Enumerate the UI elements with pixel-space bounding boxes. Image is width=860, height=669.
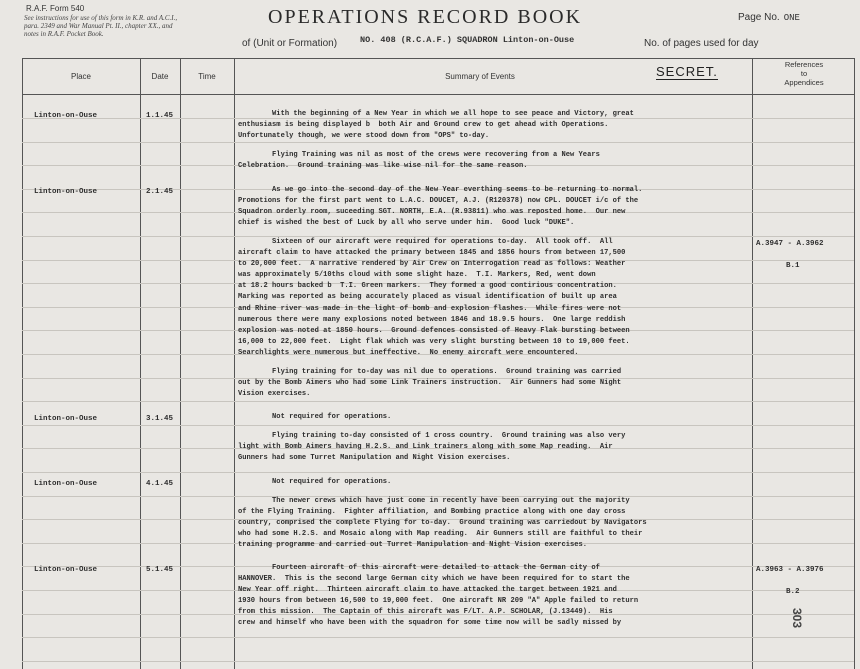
entry-date: 5.1.45 [146, 566, 174, 574]
paragraph-line: chief is wished the best of Luck by all who serve under him. Good luck "DUKE". [238, 219, 575, 228]
entry-paragraph [238, 150, 750, 172]
form-number: R.A.F. Form 540 [26, 4, 85, 13]
paragraph-line: enthusiasm is being displayed b both Air and Ground crew to get ahead with Operations. [238, 121, 609, 130]
instructions-line-3: notes in R.A.F. Pocket Book. [24, 30, 104, 38]
paragraph-line: who had some H.2.S. and Mosaic along with Map reading. Air Gunners still are faithful to their [238, 530, 643, 539]
paragraph-line: 16,000 to 22,000 feet. Light flak which was very slight bursting between 10 to 19,000 feet. [238, 337, 630, 346]
paragraph-line: at 18.2 hours backed b T.I. Green markers. They formed a good contirious concentration. [238, 282, 617, 291]
entry-paragraph [238, 563, 750, 630]
paragraph-line: to 20,000 feet. A narrative rendered by Air Crew on Interrogation read as follows: Weather [238, 260, 626, 269]
paragraph-line: crew and himself who have been with the squadron for some time now will be sadly missed by [238, 619, 622, 628]
appendix-reference: B.1 [786, 262, 800, 270]
paragraph-line: Flying training for to-day was nil due to operations. Ground training was carried [238, 368, 622, 376]
paragraph-line: Marking was reported as being accurately placed as visual identification of built up area [238, 293, 617, 302]
paragraph-line: of the Flying Training. Fighter affiliation, and Bombing practice along with one day cross [238, 508, 626, 517]
column-header-summary: Summary of Events [445, 72, 515, 81]
paragraph-line: With the beginning of a New Year in which we all hope to see peace and Victory, great [238, 110, 634, 118]
ruled-line [22, 472, 854, 473]
entry-date: 4.1.45 [146, 480, 174, 488]
entry-date: 1.1.45 [146, 112, 174, 120]
paragraph-line: Searchlights were numerous but ineffective. No enemy aircraft were encountered. [238, 348, 579, 357]
entry-place: Linton-on-Ouse [34, 415, 98, 423]
appendix-reference: A.3963 - A.3976 [756, 566, 824, 574]
paragraph-line: Not required for operations. [238, 478, 392, 486]
column-divider [854, 58, 855, 669]
paragraph-line: Flying Training was nil as most of the crews were recovering from a New Years [238, 151, 600, 159]
column-divider [140, 58, 141, 669]
entry-date: 3.1.45 [146, 415, 174, 423]
pages-used-label: No. of pages used for day [644, 38, 759, 49]
side-stamp: 303 [790, 608, 804, 629]
ruled-line [22, 401, 854, 402]
entry-paragraph [238, 237, 750, 359]
column-divider [752, 58, 753, 669]
entry-place: Linton-on-Ouse [34, 112, 98, 120]
references-header-line: References [784, 60, 824, 69]
page-title: OPERATIONS RECORD BOOK [268, 6, 583, 28]
paragraph-line: numerous there were many explosions noted between 1846 and 18.9.5 hours. One large reddish [238, 315, 626, 324]
entry-paragraph [238, 367, 750, 400]
entry-date: 2.1.45 [146, 188, 174, 196]
paragraph-line: Not required for operations. [238, 413, 392, 421]
column-divider [180, 58, 181, 669]
column-header-date: Date [151, 72, 169, 81]
paragraph-line: As we go into the second day of the New Year everthing seems to be returning to normal. [238, 186, 643, 194]
paragraph-line: and Rhine river was made in the light of bomb and explosion flashes. While fires were not [238, 304, 622, 313]
entry-paragraph [238, 109, 750, 142]
entry-paragraph [238, 185, 750, 229]
entry-paragraph [238, 412, 750, 423]
ruled-line [22, 637, 854, 638]
column-divider [22, 58, 23, 669]
paragraph-line: Gunners had some Turret Manipulation and Night Vision exercises. [238, 454, 511, 463]
instructions-line-2: para. 2349 and War Manual Pt. II., chapter XX., and [24, 22, 173, 30]
paragraph-line: 1930 hours from between 16,500 to 19,000 feet. One aircraft NR 209 "A" Apple failed to return [238, 597, 639, 606]
entry-place: Linton-on-Ouse [34, 480, 98, 488]
paragraph-line: country, comprised the complete Flying for to-day. Ground training was carriedout by Navigators [238, 519, 647, 528]
page-number [738, 12, 800, 23]
secret-marking: SECRET. [656, 64, 718, 79]
entry-paragraph [238, 431, 750, 464]
entry-paragraph [238, 477, 750, 488]
appendix-reference: B.2 [786, 588, 800, 596]
entry-place: Linton-on-Ouse [34, 566, 98, 574]
paragraph-line: explosion was noted at 1850 hours. Ground defences consisted of Heavy Flak bursting between [238, 326, 630, 335]
paragraph-line: Promotions for the first part went to L.A.C. DOUCET, A.J. (R120378) now CPL. DOUCET i/c of the [238, 197, 639, 206]
paragraph-line: HANNOVER. This is the second large German city which we have been required for to start the [238, 575, 630, 584]
paragraph-line: Sixteen of our aircraft were required for operations to-day. All took off. All [238, 238, 613, 246]
page-number-value: ONE [783, 13, 800, 23]
references-header-line: to [800, 69, 808, 78]
paragraph-line: Vision exercises. [238, 390, 311, 399]
ruled-line [22, 661, 854, 662]
paragraph-line: Unfortunately though, we were stood down from "OPS" to-day. [238, 132, 490, 141]
paragraph-line: was approximately 5/10ths cloud with some slight haze. T.I. Markers, Red, went down [238, 271, 596, 280]
table-top-border [22, 58, 854, 59]
paragraph-line: Squadron orderly room, suceeding SGT. NORTH, E.A. (R.93811) who was reposted home. Our new [238, 208, 626, 217]
paragraph-line: Celebration. Ground training was like wise nil for the same reason. [238, 162, 528, 171]
unit-value: NO. 408 (R.C.A.F.) SQUADRON Linton-on-Ouse [360, 35, 575, 45]
paragraph-line: Flying training to-day consisted of 1 cross country. Ground training was also very [238, 432, 626, 440]
entry-paragraph [238, 496, 750, 551]
column-header-place: Place [70, 72, 91, 81]
column-header-references [752, 60, 856, 87]
paragraph-line: New Year off right. Thirteen aircraft claim to have attacked the target between 1921 and [238, 586, 617, 595]
paragraph-line: from this mission. The Captain of this aircraft was F/LT. A.P. SCHOLAR, (J.13449). His [238, 608, 613, 617]
references-header-line: Appendices [784, 78, 824, 87]
entry-place: Linton-on-Ouse [34, 188, 98, 196]
paragraph-line: out by the Bomb Aimers who had some Link Trainers instruction. Air Gunners had some Night [238, 379, 622, 388]
page-number-label: Page No. [738, 12, 780, 23]
unit-label: of (Unit or Formation) [242, 38, 338, 49]
paragraph-line: aircraft claim to have attacked the primary between 1845 and 1856 hours from between 17,500 [238, 249, 626, 258]
paragraph-line: The newer crews which have just come in recently have been carrying out the majority [238, 497, 630, 505]
column-header-time: Time [198, 72, 216, 81]
paragraph-line: light with Bomb Aimers having H.2.S. and Link trainers along with some Map reading. Air [238, 443, 613, 452]
paragraph-line: training programme and carried out Turret Manipulation and Night Vision exercises. [238, 541, 588, 550]
appendix-reference: A.3947 - A.3962 [756, 240, 824, 248]
table-header-border [22, 94, 854, 95]
paragraph-line: Fourteen aircraft of this aircraft were detailed to attack the German city of [238, 564, 600, 572]
column-divider [234, 58, 235, 669]
instructions-line-1: See instructions for use of this form in K.R. and A.C.I., [24, 14, 178, 22]
ruled-line [22, 425, 854, 426]
